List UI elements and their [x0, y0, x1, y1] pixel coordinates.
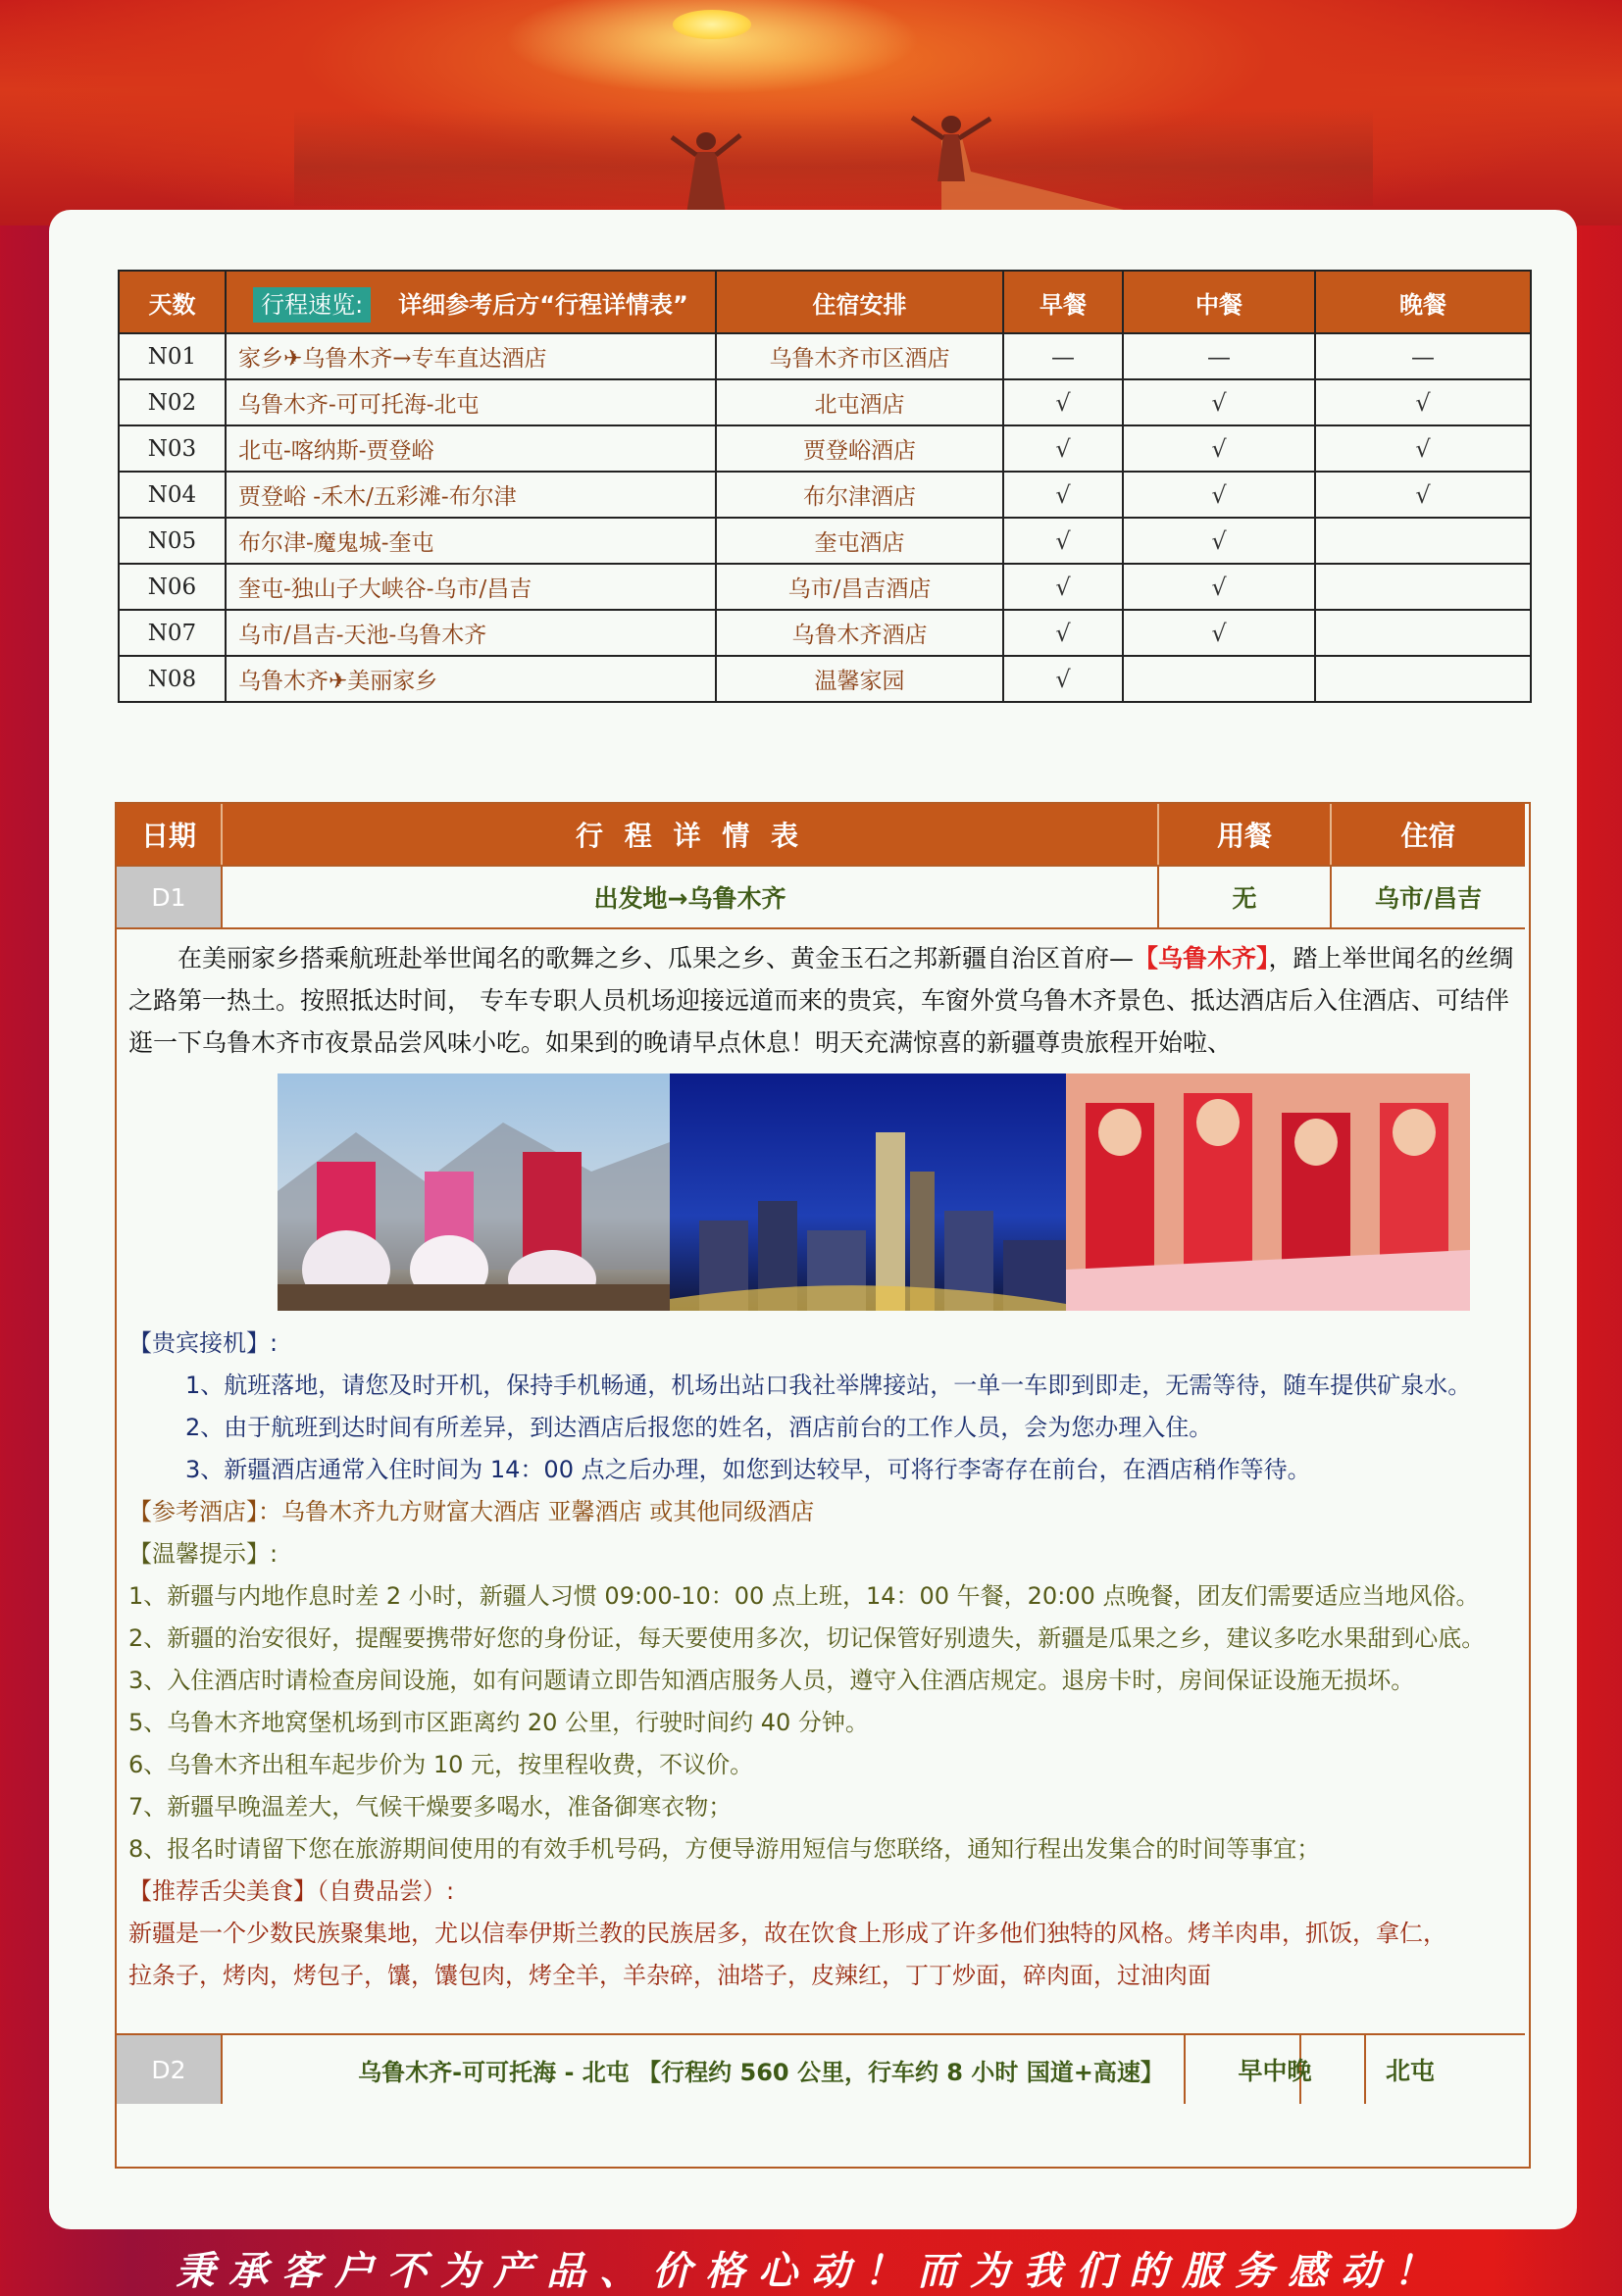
route-cell: 贾登峪 -禾木/五彩滩-布尔津: [226, 472, 716, 518]
header-route-label: 详细参考后方“行程详情表”: [398, 290, 688, 319]
tip-item: 7、新疆早晚温差大，气候干燥要多喝水，准备御寒衣物；: [128, 1793, 733, 1821]
route-cell: 家乡✈乌鲁木齐→专车直达酒店: [226, 333, 716, 379]
day-badge-d2: D2: [117, 2033, 223, 2104]
d1-stay: 乌市/昌吉: [1332, 865, 1525, 927]
day-cell: N08: [119, 656, 226, 702]
breakfast-cell: —: [1003, 333, 1123, 379]
day-cell: N03: [119, 425, 226, 472]
route-cell: 奎屯-独山子大峡谷-乌市/昌吉: [226, 564, 716, 610]
hotel-cell: 温馨家园: [716, 656, 1003, 702]
photo-strip: [278, 1073, 1517, 1311]
hotel-cell: 奎屯酒店: [716, 518, 1003, 564]
header-dinner: 晚餐: [1315, 271, 1531, 333]
dancer-silhouette-flowing-dress: [883, 113, 1138, 221]
lunch-cell: √: [1123, 564, 1315, 610]
itinerary-overview-table: [118, 270, 1532, 703]
overview-tag: 行程速览:: [253, 287, 371, 323]
day-cell: N07: [119, 610, 226, 656]
photo-dancers-red: [1066, 1073, 1470, 1311]
dinner-cell: —: [1315, 333, 1531, 379]
dinner-cell: [1315, 518, 1531, 564]
tip-item: 8、报名时请留下您在旅游期间使用的有效手机号码，方便导游用短信与您联络，通知行程出发集合的时间等事宜；: [128, 1835, 1321, 1863]
pickup-item: 3、新疆酒店通常入住时间为 14：00 点之后办理，如您到达较早，可将行李寄存在前台，在酒店稍作等待。: [185, 1456, 1311, 1483]
header-day: 天数: [119, 271, 226, 333]
header-lunch: 中餐: [1123, 271, 1315, 333]
tip-item: 2、新疆的治安很好，提醒要携带好您的身份证，每天要使用多次，切记保管好别遗失，新疆是瓜果之乡，建议多吃水果甜到心底。: [128, 1624, 1486, 1652]
table-row: [119, 564, 1531, 610]
dinner-cell: √: [1315, 472, 1531, 518]
photo-dancers-mountains: [278, 1073, 670, 1311]
header-route: [226, 271, 716, 333]
day-cell: N05: [119, 518, 226, 564]
tips-title: 【温馨提示】:: [128, 1540, 279, 1568]
day-cell: N02: [119, 379, 226, 425]
intro-text: 在美丽家乡搭乘航班赴举世闻名的歌舞之乡、瓜果之乡、黄金玉石之邦新疆自治区首府—: [177, 944, 1135, 973]
tip-item: 5、乌鲁木齐地窝堡机场到市区距离约 20 公里，行驶时间约 40 分钟。: [128, 1709, 869, 1736]
itinerary-detail-table: [115, 802, 1531, 2169]
tip-item: 6、乌鲁木齐出租车起步价为 10 元，按里程收费，不议价。: [128, 1751, 754, 1778]
route-cell: 布尔津-魔鬼城-奎屯: [226, 518, 716, 564]
day-cell: N01: [119, 333, 226, 379]
detail-header-stay: 住宿: [1332, 804, 1525, 865]
d2-title: 乌鲁木齐-可可托海 - 北屯 【行程约 560 公里，行车约 8 小时 国道+高速】: [223, 2033, 1301, 2104]
table-row: [119, 472, 1531, 518]
hotel-cell: 布尔津酒店: [716, 472, 1003, 518]
dinner-cell: [1315, 656, 1531, 702]
tip-item: 3、入住酒店时请检查房间设施，如有问题请立即告知酒店服务人员，遵守入住酒店规定。退房卡时，房间保证设施无损坏。: [128, 1667, 1415, 1694]
header-banner: [0, 0, 1622, 225]
day-cell: N04: [119, 472, 226, 518]
detail-header-meal: 用餐: [1159, 804, 1332, 865]
breakfast-cell: √: [1003, 518, 1123, 564]
breakfast-cell: √: [1003, 610, 1123, 656]
desert-horizon: [294, 108, 1373, 206]
dinner-cell: [1315, 610, 1531, 656]
d2-stay: 北屯: [1366, 2033, 1525, 2104]
pickup-item: 1、航班落地，请您及时开机，保持手机畅通，机场出站口我社举牌接站，一单一车即到即走，无需等待，随车提供矿泉水。: [185, 1372, 1472, 1399]
lunch-cell: √: [1123, 518, 1315, 564]
table-row: [119, 518, 1531, 564]
hotel-cell: 乌鲁木齐酒店: [716, 610, 1003, 656]
breakfast-cell: √: [1003, 425, 1123, 472]
d2-meal: 早中晚: [1184, 2033, 1366, 2104]
dinner-cell: √: [1315, 379, 1531, 425]
lunch-cell: √: [1123, 610, 1315, 656]
breakfast-cell: √: [1003, 564, 1123, 610]
hotel-cell: 乌市/昌吉酒店: [716, 564, 1003, 610]
breakfast-cell: √: [1003, 379, 1123, 425]
dancer-silhouette: [667, 127, 745, 216]
hotel-cell: 贾登峪酒店: [716, 425, 1003, 472]
lunch-cell: √: [1123, 425, 1315, 472]
tip-item: 1、新疆与内地作息时差 2 小时，新疆人习惯 09:00-10：00 点上班，14：00 午餐，20:00 点晚餐，团友们需要适应当地风俗。: [128, 1582, 1480, 1610]
lunch-cell: √: [1123, 472, 1315, 518]
day-badge-d1: D1: [117, 865, 223, 927]
hotel-reference: 【参考酒店】：乌鲁木齐九方财富大酒店 亚馨酒店 或其他同级酒店: [128, 1498, 815, 1525]
breakfast-cell: √: [1003, 472, 1123, 518]
table-row: [119, 333, 1531, 379]
lunch-cell: —: [1123, 333, 1315, 379]
day-cell: N06: [119, 564, 226, 610]
d1-title: 出发地→乌鲁木齐: [223, 865, 1159, 927]
d1-content: [128, 929, 1517, 1997]
d1-intro: [128, 929, 1517, 1064]
overview-header-row: [119, 271, 1531, 333]
intro-highlight: 【乌鲁木齐】: [1134, 944, 1269, 973]
table-row: [119, 610, 1531, 656]
breakfast-cell: √: [1003, 656, 1123, 702]
route-cell: 乌市/昌吉-天池-乌鲁木齐: [226, 610, 716, 656]
detail-header-title: 行 程 详 情 表: [223, 804, 1159, 865]
header-hotel: 住宿安排: [716, 271, 1003, 333]
lunch-cell: √: [1123, 379, 1315, 425]
table-row: [119, 379, 1531, 425]
header-breakfast: 早餐: [1003, 271, 1123, 333]
food-text: 拉条子，烤肉，烤包子，馕，馕包肉，烤全羊，羊杂碎，油塔子，皮辣红，丁丁炒面，碎肉面，过油肉面: [128, 1962, 1211, 1989]
intro-text-cont: ，踏上举世闻名的丝绸之路第一热土。按照抵达时间， 专车专职人员机场迎接远道而来的贵宾，车窗外赏乌鲁木齐景色、抵达酒店后入住酒店、可结伴逛一下乌鲁木齐市夜景品尝风味小吃。如果到的晚请早点休息！明天充满惊喜的新疆尊贵旅程开始啦、: [128, 944, 1514, 1057]
detail-header-date: 日期: [117, 804, 223, 865]
table-row: [119, 656, 1531, 702]
sun-graphic: [673, 10, 751, 39]
pickup-item: 2、由于航班到达时间有所差异，到达酒店后报您的姓名，酒店前台的工作人员，会为您办理入住。: [185, 1414, 1213, 1441]
route-cell: 乌鲁木齐✈美丽家乡: [226, 656, 716, 702]
lunch-cell: [1123, 656, 1315, 702]
hotel-cell: 乌鲁木齐市区酒店: [716, 333, 1003, 379]
food-text: 新疆是一个少数民族聚集地，尤以信奉伊斯兰教的民族居多，故在饮食上形成了许多他们独特的风格。烤羊肉串，抓饭，拿仁，: [128, 1920, 1446, 1947]
d1-meal: 无: [1159, 865, 1332, 927]
dinner-cell: √: [1315, 425, 1531, 472]
pickup-title: 【贵宾接机】:: [128, 1329, 279, 1357]
photo-city-night: [670, 1073, 1066, 1311]
food-title: 【推荐舌尖美食】（自费品尝）:: [128, 1877, 455, 1905]
route-cell: 乌鲁木齐-可可托海-北屯: [226, 379, 716, 425]
table-row: [119, 425, 1531, 472]
footer-slogan: 秉承客户不为产品、价格心动！而为我们的服务感动！: [176, 2248, 1446, 2294]
route-cell: 北屯-喀纳斯-贾登峪: [226, 425, 716, 472]
dinner-cell: [1315, 564, 1531, 610]
hotel-cell: 北屯酒店: [716, 379, 1003, 425]
